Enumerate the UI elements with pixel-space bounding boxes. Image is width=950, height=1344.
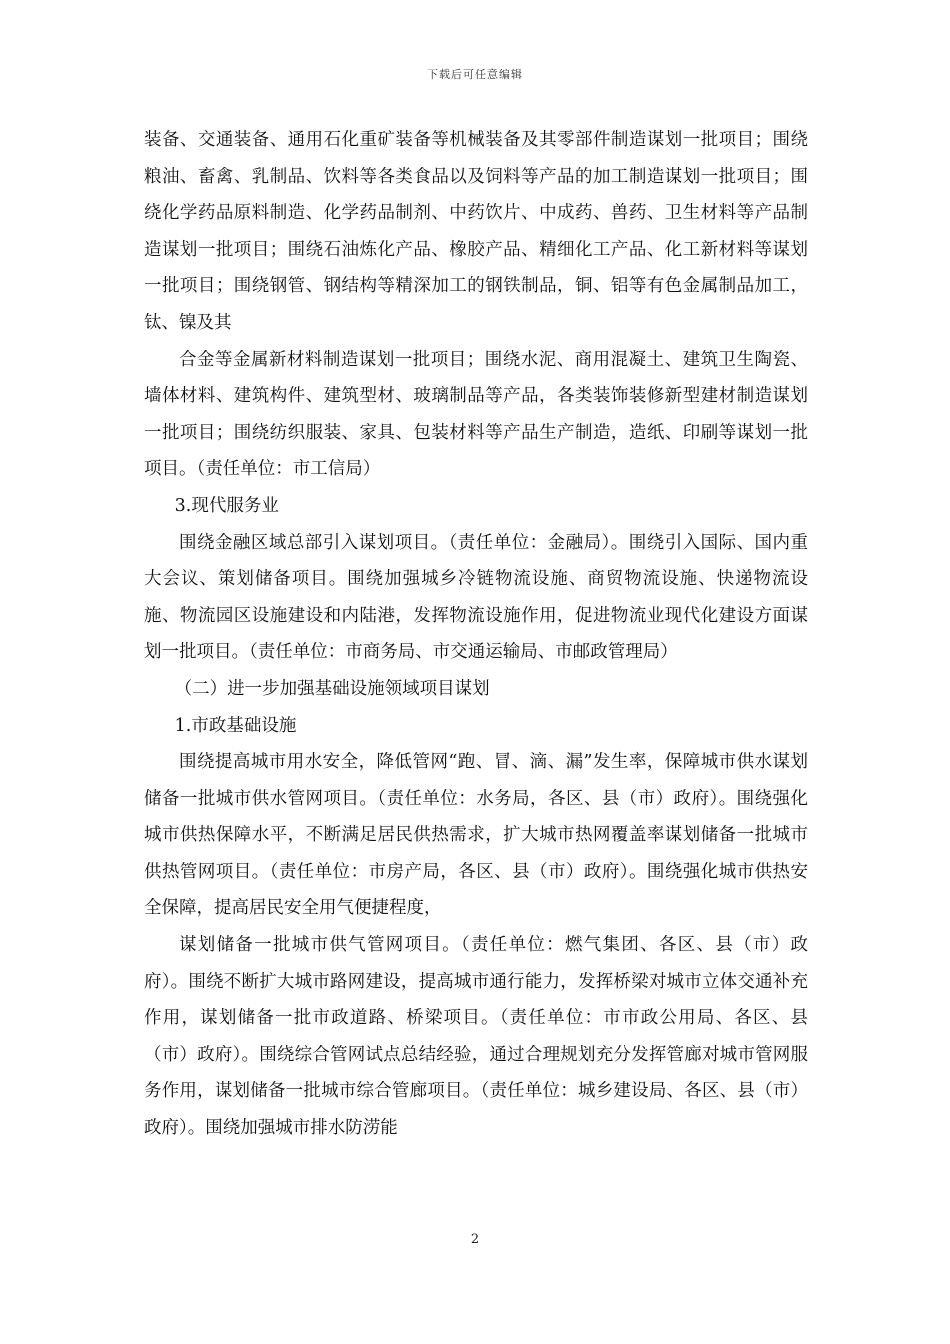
- paragraph-3: 围绕金融区域总部引入谋划项目。（责任单位：金融局）。围绕引入国际、国内重大会议、策划储备项目。围绕加强城乡冷链物流设施、商贸物流设施、快递物流设施、物流园区设施建设和内陆港，发挥物流设施作用，促进物流业现代化建设方面谋划一批项目。（责任单位：市商务局、市交通运输局、市邮政管理局）: [144, 532, 808, 663]
- page-header: 下载后可任意编辑: [427, 68, 523, 81]
- paragraph-4: 围绕提高城市用水安全，降低管网“跑、冒、滴、漏”发生率，保障城市供水谋划储备一批城市供水管网项目。（责任单位：水务局，各区、县（市）政府）。围绕强化城市供热保障水平，不断满足居民供热需求，扩大城市热网覆盖率谋划储备一批城市供热管网项目。（责任单位：市房产局，各区、县（市）政府）。围绕强化城市供热安全保障，提高居民安全用气便捷程度，: [144, 752, 808, 919]
- paragraph-2: 合金等金属新材料制造谋划一批项目；围绕水泥、商用混凝土、建筑卫生陶瓷、墙体材料、建筑构件、建筑型材、玻璃制品等产品，各类装饰装修新型建材制造谋划一批项目；围绕纺织服装、家具、包装材料等产品生产制造，造纸、印刷等谋划一批项目。（责任单位：市工信局）: [144, 349, 808, 480]
- section-heading-modern-services: 3.现代服务业: [174, 495, 279, 516]
- paragraph-5: 谋划储备一批城市供气管网项目。（责任单位：燃气集团、各区、县（市）政府）。围绕不断扩大城市路网建设，提高城市通行能力，发挥桥梁对城市立体交通补充作用，谋划储备一批市政道路、桥梁项目。（责任单位：市市政公用局、各区、县（市）政府）。围绕综合管网试点总结经验，通过合理规划充分发挥管廊对城市管网服务作用，谋划储备一批城市综合管廊项目。（责任单位：城乡建设局、各区、县（市）政府）。围绕加强城市排水防涝能: [144, 935, 808, 1139]
- document-body: [144, 122, 808, 1147]
- section-heading-infrastructure: （二）进一步加强基础设施领域项目谋划: [174, 678, 490, 699]
- page-number: 2: [470, 1232, 480, 1247]
- paragraph-1: 装备、交通装备、通用石化重矿装备等机械装备及其零部件制造谋划一批项目；围绕粮油、畜禽、乳制品、饮料等各类食品以及饲料等产品的加工制造谋划一批项目；围绕化学药品原料制造、化学药品制剂、中药饮片、中成药、兽药、卫生材料等产品制造谋划一批项目；围绕石油炼化产品、橡胶产品、精细化工产品、化工新材料等谋划一批项目；围绕钢管、钢结构等精深加工的钢铁制品，铜、铝等有色金属制品加工，钛、镍及其: [144, 130, 808, 333]
- section-heading-municipal: 1.市政基础设施: [174, 715, 297, 736]
